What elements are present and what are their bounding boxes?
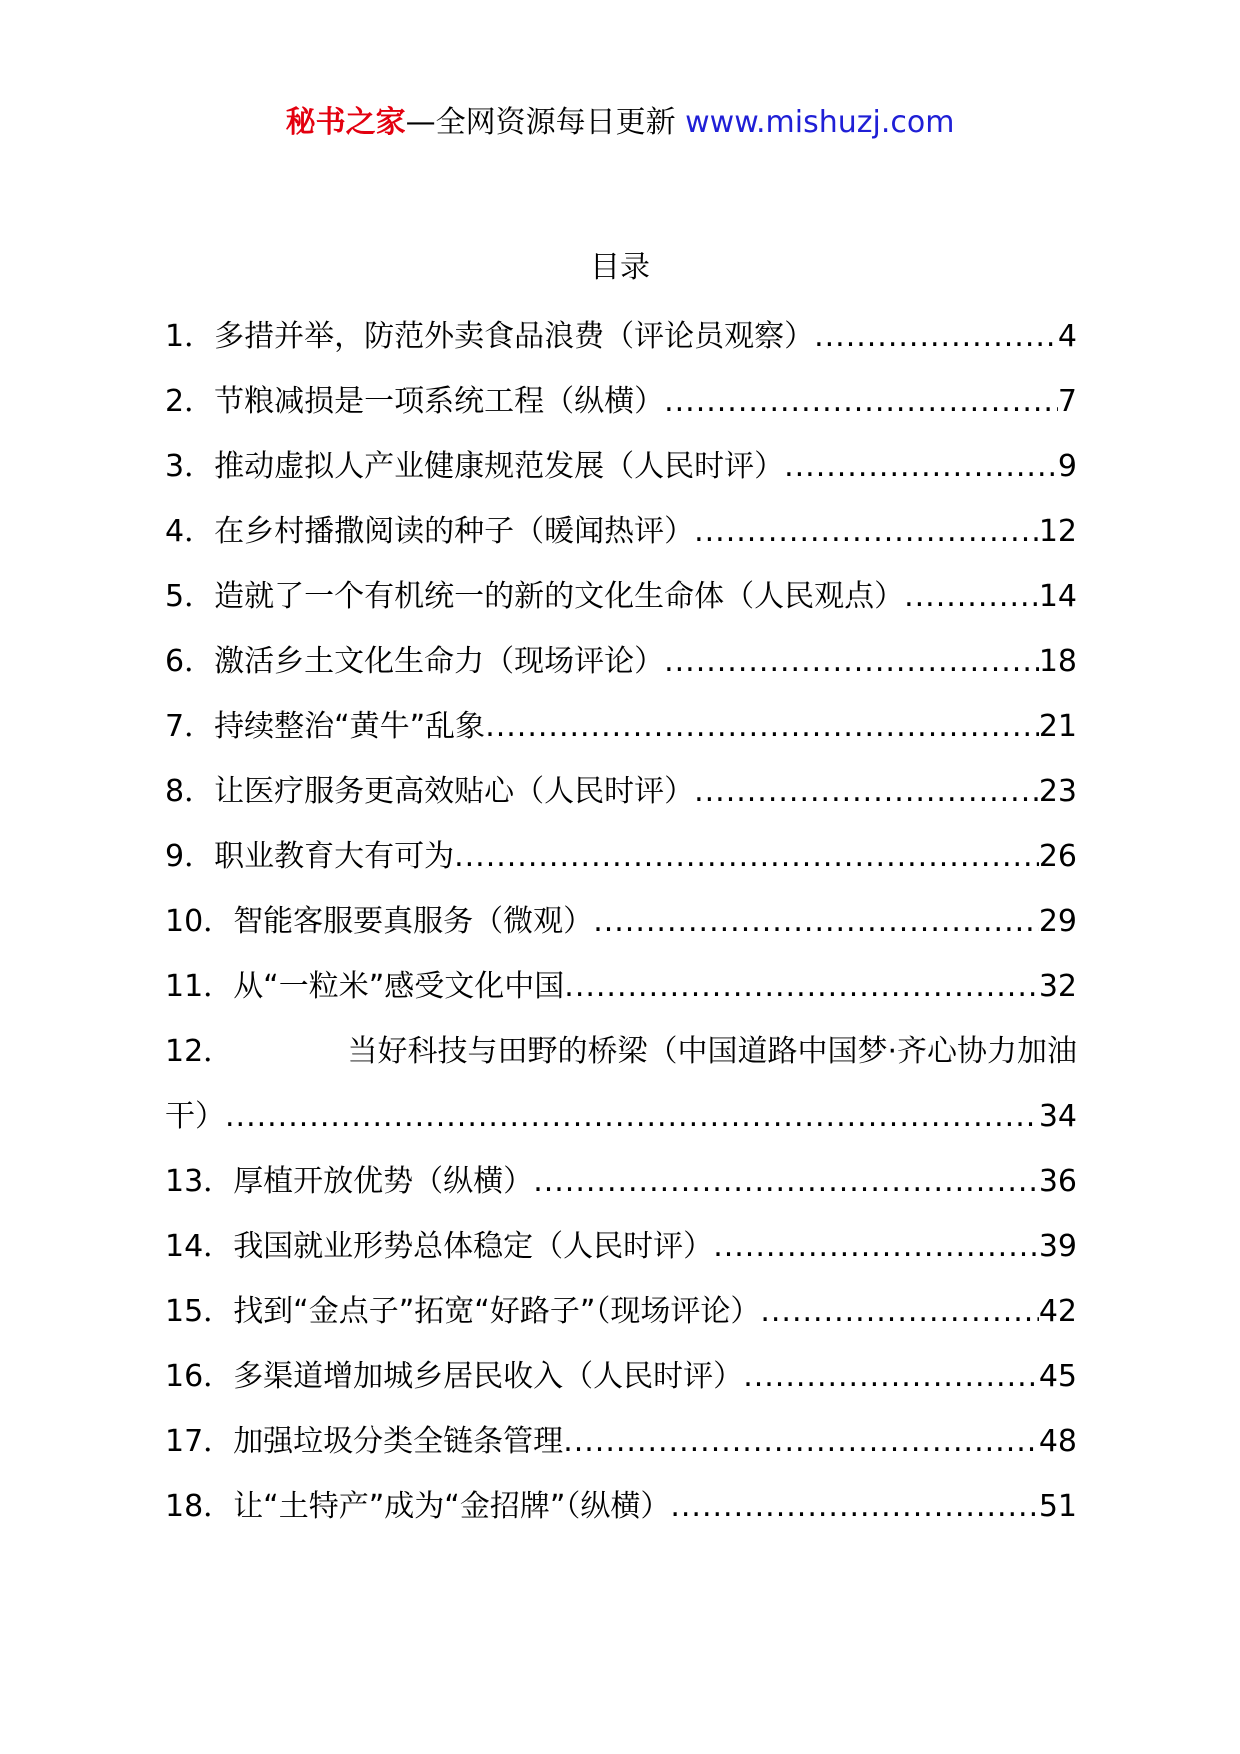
toc-item-page: 14 [1038,579,1077,614]
toc-item-page: 34 [1038,1099,1077,1134]
toc-leader-dots [225,1084,1039,1149]
site-header [0,100,1240,146]
toc-item[interactable] [165,889,1077,954]
toc-item-page: 36 [1038,1164,1077,1199]
toc-item[interactable] [165,1474,1077,1539]
toc-item-title: 我国就业形势总体稳定（人民时评） [233,1229,714,1264]
toc-item-number: 8． [165,774,215,809]
toc-item[interactable] [165,759,1077,824]
toc-leader-dots [593,889,1039,954]
toc-item-page: 48 [1038,1424,1077,1459]
toc-leader-dots [760,1279,1038,1344]
toc-item-page: 18 [1038,644,1077,679]
toc-item-title: 推动虚拟人产业健康规范发展（人民时评） [214,449,785,484]
toc-item-number: 3． [165,449,215,484]
toc-item-title: 多措并举，防范外卖食品浪费（评论员观察） [214,319,815,354]
site-tagline: —全网资源每日更新 [405,105,676,140]
toc-item-page: 4 [1057,319,1077,354]
toc-leader-dots [563,1409,1039,1474]
toc-item-number: 13． [165,1164,234,1199]
toc-leader-dots [664,629,1039,694]
toc-item-number: 12． [165,1034,234,1069]
toc-item-number: 5． [165,579,215,614]
toc-leader-dots [564,954,1039,1019]
toc-item-title: 让医疗服务更高效贴心（人民时评） [214,774,695,809]
toc-item-title: 造就了一个有机统一的新的文化生命体（人民观点） [214,579,905,614]
toc-leader-dots [454,824,1039,889]
toc-leader-dots [784,434,1058,499]
toc-leader-dots [694,499,1039,564]
toc-item-title: 智能客服要真服务（微观） [233,904,594,939]
toc-item-page: 9 [1057,449,1077,484]
toc-item-page: 29 [1038,904,1077,939]
toc-item[interactable] [165,499,1077,564]
toc-item-page: 32 [1038,969,1077,1004]
site-brand: 秘书之家 [285,105,406,140]
toc-item-title: 找到“金点子”拓宽“好路子”（现场评论） [233,1294,761,1329]
toc-item[interactable] [165,1279,1077,1344]
toc-item[interactable] [165,1019,1077,1149]
toc-leader-dots [670,1474,1038,1539]
toc-item-title: 在乡村播撒阅读的种子（暖闻热评） [214,514,695,549]
toc-item-number: 2． [165,384,215,419]
toc-item-number: 1． [165,319,215,354]
toc-item-number: 15． [165,1294,234,1329]
toc-item-page: 39 [1038,1229,1077,1264]
toc-item-number: 16． [165,1359,234,1394]
toc-item-page: 21 [1038,709,1077,744]
toc-item-number: 11． [165,969,234,1004]
toc-item-title: 持续整治“黄牛”乱象 [214,709,486,744]
toc-item[interactable] [165,954,1077,1019]
toc-leader-dots [533,1149,1039,1214]
toc-item-page: 51 [1038,1489,1077,1524]
toc-item-title: 当好科技与田野的桥梁（中国道路中国梦·齐心协力加油 [347,1034,1077,1069]
toc-item-title: 多渠道增加城乡居民收入（人民时评） [233,1359,744,1394]
toc-item-title: 厚植开放优势（纵横） [233,1164,534,1199]
toc-item[interactable] [165,1344,1077,1409]
toc-item[interactable] [165,1149,1077,1214]
toc-item-title: 职业教育大有可为 [214,839,455,874]
table-of-contents [165,304,1077,1539]
toc-item[interactable] [165,434,1077,499]
toc-item-title: 让“土特产”成为“金招牌”（纵横） [233,1489,671,1524]
toc-item-page: 26 [1038,839,1077,874]
toc-item-title: 节粮减损是一项系统工程（纵横） [214,384,665,419]
toc-item[interactable] [165,304,1077,369]
toc-item-number: 18． [165,1489,234,1524]
toc-leader-dots [814,304,1058,369]
toc-item-page: 42 [1038,1294,1077,1329]
toc-item-page: 45 [1038,1359,1077,1394]
toc-item-number: 14． [165,1229,234,1264]
toc-leader-dots [713,1214,1039,1279]
toc-item[interactable] [165,824,1077,889]
toc-leader-dots [664,369,1058,434]
toc-item-page: 12 [1038,514,1077,549]
toc-item-title: 加强垃圾分类全链条管理 [233,1424,564,1459]
toc-title: 目录 [590,250,650,285]
toc-item[interactable] [165,629,1077,694]
toc-leader-dots [904,564,1039,629]
toc-item-number: 7． [165,709,215,744]
toc-item[interactable] [165,369,1077,434]
toc-item[interactable] [165,694,1077,759]
toc-item[interactable] [165,1214,1077,1279]
toc-item-number: 9． [165,839,215,874]
toc-item-title-continued: 干） [165,1099,225,1134]
toc-leader-dots [485,694,1039,759]
toc-item-number: 10． [165,904,234,939]
toc-item-number: 4． [165,514,215,549]
toc-item-page: 7 [1057,384,1077,419]
toc-item[interactable] [165,564,1077,629]
toc-item-number: 6． [165,644,215,679]
toc-item-title: 从“一粒米”感受文化中国 [233,969,565,1004]
toc-item-page: 23 [1038,774,1077,809]
toc-item[interactable] [165,1409,1077,1474]
toc-item-title: 激活乡土文化生命力（现场评论） [214,644,665,679]
toc-leader-dots [743,1344,1039,1409]
site-url-link[interactable]: www.mishuzj.com [685,105,955,140]
toc-item-number: 17． [165,1424,234,1459]
toc-leader-dots [694,759,1039,824]
